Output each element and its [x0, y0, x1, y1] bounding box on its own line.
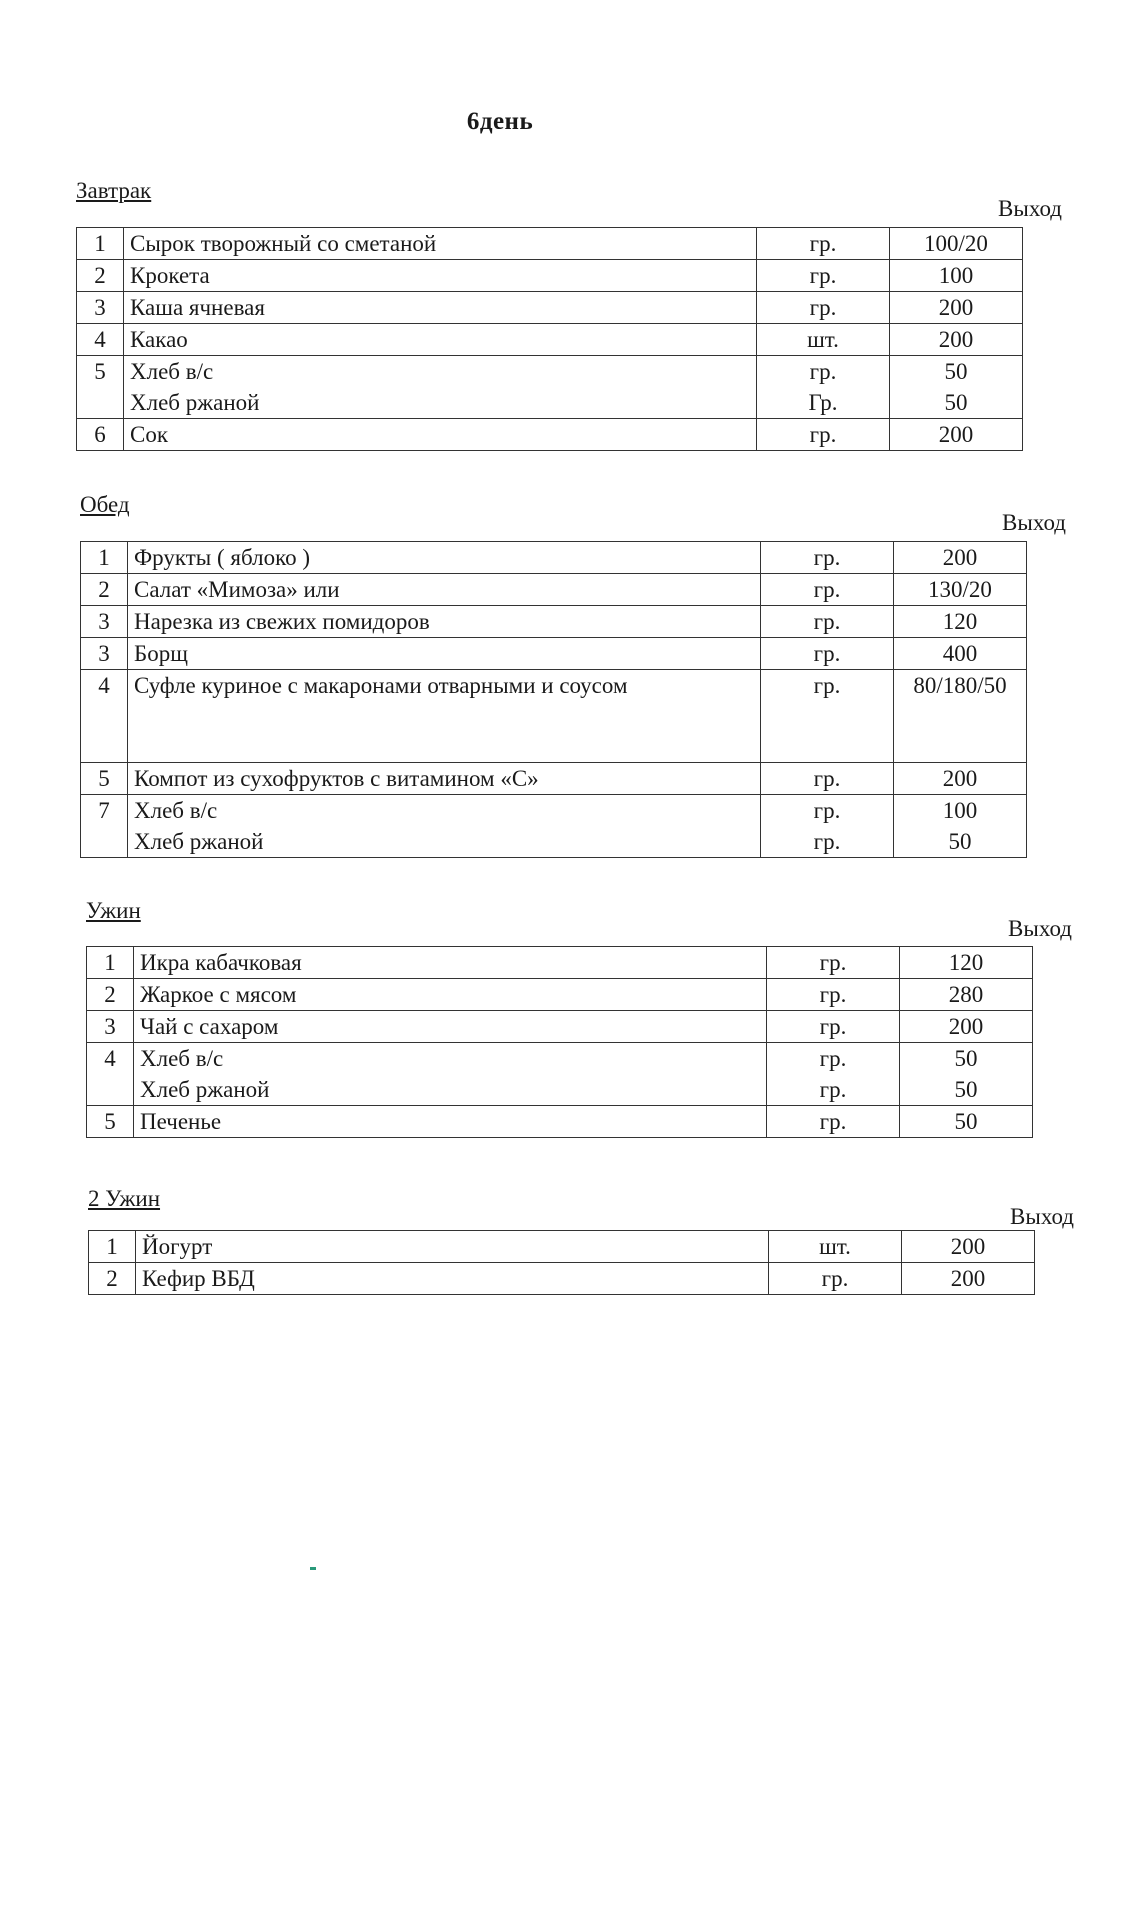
table-row: [81, 763, 1027, 795]
item-name: Каша ячневая: [130, 295, 265, 320]
page-title: 6день: [466, 108, 534, 135]
item-unit: гр.: [813, 545, 841, 570]
output-column-label: Выход: [1010, 1204, 1074, 1229]
item-name-cell: [124, 356, 757, 419]
item-unit: Гр.: [808, 390, 838, 415]
item-name: Хлеб ржаной: [130, 390, 260, 415]
row-number: 2: [81, 574, 128, 606]
item-unit: гр.: [813, 577, 841, 602]
item-unit-cell: [761, 606, 894, 638]
item-output: 400: [942, 641, 978, 666]
item-output: 200: [942, 545, 978, 570]
item-output-cell: [894, 542, 1027, 574]
row-number: 4: [77, 324, 124, 356]
item-name: Икра кабачковая: [140, 950, 302, 975]
item-output-cell: [890, 292, 1023, 324]
table-row: [81, 542, 1027, 574]
item-name-cell: [128, 638, 761, 670]
item-name-cell: [124, 228, 757, 260]
item-name: Суфле куриное с макаронами отварными и соусом: [134, 673, 628, 698]
item-unit-cell: [761, 638, 894, 670]
menu-table: [86, 946, 1033, 1138]
row-number: 1: [89, 1231, 136, 1263]
item-unit: гр.: [819, 1077, 847, 1102]
item-unit-cell: [757, 292, 890, 324]
item-name-cell: [124, 260, 757, 292]
item-unit-cell: [761, 795, 894, 858]
row-number: 1: [77, 228, 124, 260]
item-name: Борщ: [134, 641, 188, 666]
item-output-cell: [894, 670, 1027, 763]
item-output: 100: [942, 798, 978, 823]
table-row: [77, 356, 1023, 419]
item-unit: гр.: [819, 1109, 847, 1134]
item-name: Печенье: [140, 1109, 222, 1134]
item-name-cell: [128, 763, 761, 795]
item-output: 130/20: [928, 577, 992, 602]
item-unit: гр.: [819, 982, 847, 1007]
item-name: Сок: [130, 422, 169, 447]
item-unit: гр.: [813, 829, 841, 854]
table-row: [87, 947, 1033, 979]
section-heading: Ужин: [86, 898, 141, 923]
item-output: 200: [948, 1014, 984, 1039]
item-output: 200: [942, 766, 978, 791]
item-name: Кефир ВБД: [142, 1266, 255, 1291]
table-row: [81, 574, 1027, 606]
row-number: 7: [81, 795, 128, 858]
item-output: 100/20: [924, 231, 988, 256]
item-output-cell: [900, 1011, 1033, 1043]
item-unit-cell: [761, 574, 894, 606]
item-name: Хлеб ржаной: [140, 1077, 270, 1102]
item-output-cell: [900, 1106, 1033, 1138]
item-name-cell: [134, 1106, 767, 1138]
item-output-cell: [900, 1043, 1033, 1106]
scan-speck: [310, 1567, 316, 1570]
item-output: 50: [954, 1046, 978, 1071]
item-output-cell: [894, 638, 1027, 670]
item-unit: гр.: [819, 1046, 847, 1071]
table-row: [87, 1011, 1033, 1043]
item-unit-cell: [757, 260, 890, 292]
item-name: Хлеб в/с: [130, 359, 214, 384]
item-unit: гр.: [813, 798, 841, 823]
row-number: 3: [81, 638, 128, 670]
item-unit-cell: [761, 542, 894, 574]
section-heading: Завтрак: [76, 178, 152, 203]
item-name-cell: [136, 1263, 769, 1295]
row-number: 5: [81, 763, 128, 795]
item-output-cell: [900, 979, 1033, 1011]
item-output: 200: [938, 295, 974, 320]
item-name: Хлеб в/с: [134, 798, 218, 823]
item-unit-cell: [767, 979, 900, 1011]
item-name-cell: [128, 670, 761, 763]
item-output: 200: [950, 1266, 986, 1291]
menu-table: [80, 541, 1027, 858]
table-row: [81, 638, 1027, 670]
item-unit-cell: [757, 356, 890, 419]
item-unit: гр.: [809, 295, 837, 320]
item-name: Хлеб ржаной: [134, 829, 264, 854]
table-row: [81, 606, 1027, 638]
section-heading: 2 Ужин: [88, 1186, 161, 1211]
item-output: 200: [938, 422, 974, 447]
item-unit: гр.: [813, 766, 841, 791]
item-unit: гр.: [821, 1266, 849, 1291]
item-unit-cell: [769, 1231, 902, 1263]
table-row: [81, 670, 1027, 763]
item-output-cell: [890, 419, 1023, 451]
item-unit: гр.: [813, 609, 841, 634]
row-number: 3: [77, 292, 124, 324]
item-name: Крокета: [130, 263, 210, 288]
item-unit: гр.: [819, 1014, 847, 1039]
item-name-cell: [134, 979, 767, 1011]
item-output: 280: [948, 982, 984, 1007]
item-output-cell: [900, 947, 1033, 979]
item-unit: гр.: [809, 263, 837, 288]
table-row: [87, 979, 1033, 1011]
table-row: [77, 292, 1023, 324]
item-name-cell: [128, 795, 761, 858]
item-name: Йогурт: [142, 1234, 213, 1259]
item-name: Чай с сахаром: [140, 1014, 279, 1039]
table-row: [89, 1231, 1035, 1263]
item-name: Компот из сухофруктов с витамином «С»: [134, 766, 539, 791]
item-name: Нарезка из свежих помидоров: [134, 609, 430, 634]
item-output: 50: [954, 1109, 978, 1134]
item-output: 80/180/50: [913, 673, 1007, 698]
menu-table: [88, 1230, 1035, 1295]
item-output-cell: [894, 606, 1027, 638]
item-output-cell: [894, 763, 1027, 795]
row-number: 3: [87, 1011, 134, 1043]
table-row: [77, 260, 1023, 292]
item-name: Жаркое с мясом: [140, 982, 297, 1007]
item-output: 50: [944, 359, 968, 384]
table-row: [77, 324, 1023, 356]
row-number: 4: [81, 670, 128, 763]
item-unit-cell: [757, 228, 890, 260]
row-number: 1: [81, 542, 128, 574]
item-unit: гр.: [809, 422, 837, 447]
table-row: [87, 1043, 1033, 1106]
row-number: 2: [77, 260, 124, 292]
row-number: 4: [87, 1043, 134, 1106]
item-name: Хлеб в/с: [140, 1046, 224, 1071]
row-number: 3: [81, 606, 128, 638]
item-output: 50: [948, 829, 972, 854]
item-unit: гр.: [819, 950, 847, 975]
output-column-label: Выход: [1008, 916, 1072, 941]
item-output: 200: [950, 1234, 986, 1259]
item-name-cell: [134, 1043, 767, 1106]
item-unit-cell: [767, 1011, 900, 1043]
item-unit: гр.: [809, 359, 837, 384]
row-number: 2: [87, 979, 134, 1011]
item-unit-cell: [757, 419, 890, 451]
table-row: [77, 419, 1023, 451]
table-row: [87, 1106, 1033, 1138]
item-output-cell: [894, 574, 1027, 606]
item-output: 120: [942, 609, 978, 634]
table-row: [77, 228, 1023, 260]
item-name-cell: [128, 606, 761, 638]
row-number: 5: [87, 1106, 134, 1138]
item-unit-cell: [767, 947, 900, 979]
item-name-cell: [134, 947, 767, 979]
item-unit: гр.: [813, 673, 841, 698]
table-row: [81, 795, 1027, 858]
output-column-label: Выход: [1002, 510, 1066, 535]
item-output-cell: [890, 228, 1023, 260]
item-name: Какао: [130, 327, 188, 352]
item-output: 50: [944, 390, 968, 415]
item-output-cell: [902, 1231, 1035, 1263]
item-name-cell: [128, 542, 761, 574]
item-unit: гр.: [809, 231, 837, 256]
item-output-cell: [902, 1263, 1035, 1295]
item-name-cell: [134, 1011, 767, 1043]
table-row: [89, 1263, 1035, 1295]
item-output-cell: [894, 795, 1027, 858]
item-name-cell: [124, 292, 757, 324]
row-number: 1: [87, 947, 134, 979]
section-heading: Обед: [80, 492, 130, 517]
row-number: 6: [77, 419, 124, 451]
item-name-cell: [136, 1231, 769, 1263]
item-unit-cell: [769, 1263, 902, 1295]
item-output-cell: [890, 324, 1023, 356]
item-output-cell: [890, 260, 1023, 292]
item-name-cell: [124, 419, 757, 451]
menu-table: [76, 227, 1023, 451]
item-output: 50: [954, 1077, 978, 1102]
item-name: Салат «Мимоза» или: [134, 577, 340, 602]
item-unit-cell: [757, 324, 890, 356]
item-output-cell: [890, 356, 1023, 419]
item-name-cell: [128, 574, 761, 606]
item-output: 200: [938, 327, 974, 352]
item-unit-cell: [761, 670, 894, 763]
item-unit: шт.: [819, 1234, 851, 1259]
item-name: Фрукты ( яблоко ): [134, 545, 311, 570]
item-output: 120: [948, 950, 984, 975]
item-unit: шт.: [807, 327, 839, 352]
item-name: Сырок творожный со сметаной: [130, 231, 437, 256]
item-unit-cell: [767, 1043, 900, 1106]
row-number: 2: [89, 1263, 136, 1295]
item-unit: гр.: [813, 641, 841, 666]
row-number: 5: [77, 356, 124, 419]
item-unit-cell: [761, 763, 894, 795]
output-column-label: Выход: [998, 196, 1062, 221]
item-name-cell: [124, 324, 757, 356]
item-output: 100: [938, 263, 974, 288]
item-unit-cell: [767, 1106, 900, 1138]
